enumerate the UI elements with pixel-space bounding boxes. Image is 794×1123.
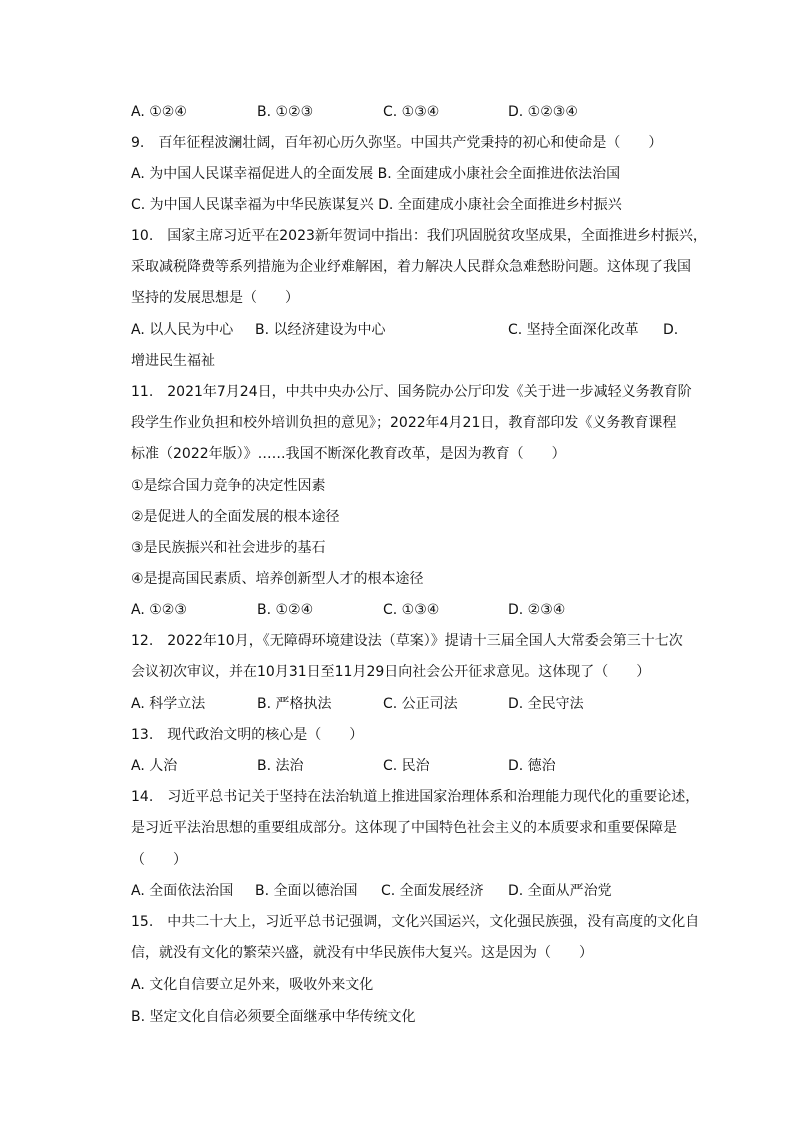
q8-option-a: A. ①②④: [131, 104, 187, 120]
q10-stem-line-1: 10. 国家主席习近平在2023新年贺词中指出：我们巩固脱贫攻坚成果，全面推进乡村振兴，: [131, 228, 707, 244]
q10-option-c: C. 坚持全面深化改革: [508, 322, 639, 338]
q12-option-a: A. 科学立法: [131, 696, 206, 712]
q13-stem-line-1: 13. 现代政治文明的核心是（ ）: [131, 727, 364, 743]
q14-option-a: A. 全面依法治国: [131, 883, 234, 899]
q11-item-3: ③是民族振兴和社会进步的基石: [131, 540, 326, 556]
q13-option-a: A. 人治: [131, 758, 178, 774]
q15-stem-line-1: 15. 中共二十大上，习近平总书记强调，文化兴国运兴，文化强民族强，没有高度的文化自: [131, 914, 700, 930]
q13-option-b: B. 法治: [257, 758, 304, 774]
q9-option-ab: A. 为中国人民谋幸福促进人的全面发展 B. 全面建成小康社会全面推进依法治国: [131, 166, 621, 182]
q11-item-4: ④是提高国民素质、培养创新型人才的根本途径: [131, 571, 424, 587]
q8-option-c: C. ①③④: [383, 104, 440, 120]
q11-stem-line-1: 11. 2021年7月24日，中共中央办公厅、国务院办公厅印发《关于进一步减轻义务教育阶: [131, 384, 692, 400]
q14-option-c: C. 全面发展经济: [381, 883, 484, 899]
q12-option-b: B. 严格执法: [257, 696, 332, 712]
q10-option-d-continuation: 增进民生福祉: [131, 353, 215, 369]
q10-stem-line-2: 采取减税降费等系列措施为企业纾难解困，着力解决人民群众急难愁盼问题。这体现了我国: [131, 259, 691, 275]
q8-option-d: D. ①②③④: [508, 104, 578, 120]
q11-option-b: B. ①②④: [257, 602, 314, 618]
q11-option-a: A. ①②③: [131, 602, 187, 618]
q15-stem-line-2: 信，就没有文化的繁荣兴盛，就没有中华民族伟大复兴。这是因为（ ）: [131, 945, 593, 961]
q9-stem-line-1: 9. 百年征程波澜壮阔，百年初心历久弥坚。中国共产党秉持的初心和使命是（ ）: [131, 135, 663, 151]
q14-option-d: D. 全面从严治党: [508, 883, 612, 899]
q14-stem-line-2: 是习近平法治思想的重要组成部分。这体现了中国特色社会主义的本质要求和重要保障是: [131, 820, 677, 836]
q10-option-d: D.: [663, 322, 679, 338]
q14-option-b: B. 全面以德治国: [255, 883, 358, 899]
q8-option-b: B. ①②③: [257, 104, 314, 120]
q14-stem-line-1: 14. 习近平总书记关于坚持在法治轨道上推进国家治理体系和治理能力现代化的重要论述，: [131, 789, 700, 805]
q11-stem-line-2: 段学生作业负担和校外培训负担的意见》；2022年4月21日，教育部印发《义务教育课程: [131, 415, 677, 431]
q12-stem-line-2: 会议初次审议，并在10月31日至11月29日向社会公开征求意见。这体现了（ ）: [131, 664, 651, 680]
q11-item-1: ①是综合国力竞争的决定性因素: [131, 478, 326, 494]
q10-option-b: B. 以经济建设为中心: [255, 322, 386, 338]
q12-option-c: C. 公正司法: [383, 696, 458, 712]
q15-option-a: A. 文化自信要立足外来，吸收外来文化: [131, 977, 374, 993]
q11-stem-line-3: 标准（2022年版）》……我国不断深化教育改革，是因为教育（ ）: [131, 446, 566, 462]
q12-stem-line-1: 12. 2022年10月，《无障碍环境建设法（草案）》提请十三届全国人大常委会第三十七次: [131, 633, 683, 649]
q13-option-c: C. 民治: [383, 758, 430, 774]
q15-option-b: B. 坚定文化自信必须要全面继承中华传统文化: [131, 1009, 416, 1025]
q11-item-2: ②是促进人的全面发展的根本途径: [131, 509, 340, 525]
q12-option-d: D. 全民守法: [508, 696, 584, 712]
q14-stem-line-3: （ ）: [131, 852, 187, 868]
q13-option-d: D. 德治: [508, 758, 556, 774]
q11-option-d: D. ②③④: [508, 602, 566, 618]
q9-option-cd: C. 为中国人民谋幸福为中华民族谋复兴 D. 全面建成小康社会全面推进乡村振兴: [131, 197, 622, 213]
q10-stem-line-3: 坚持的发展思想是（ ）: [131, 290, 299, 306]
q11-option-c: C. ①③④: [383, 602, 440, 618]
q10-option-a: A. 以人民为中心: [131, 322, 234, 338]
